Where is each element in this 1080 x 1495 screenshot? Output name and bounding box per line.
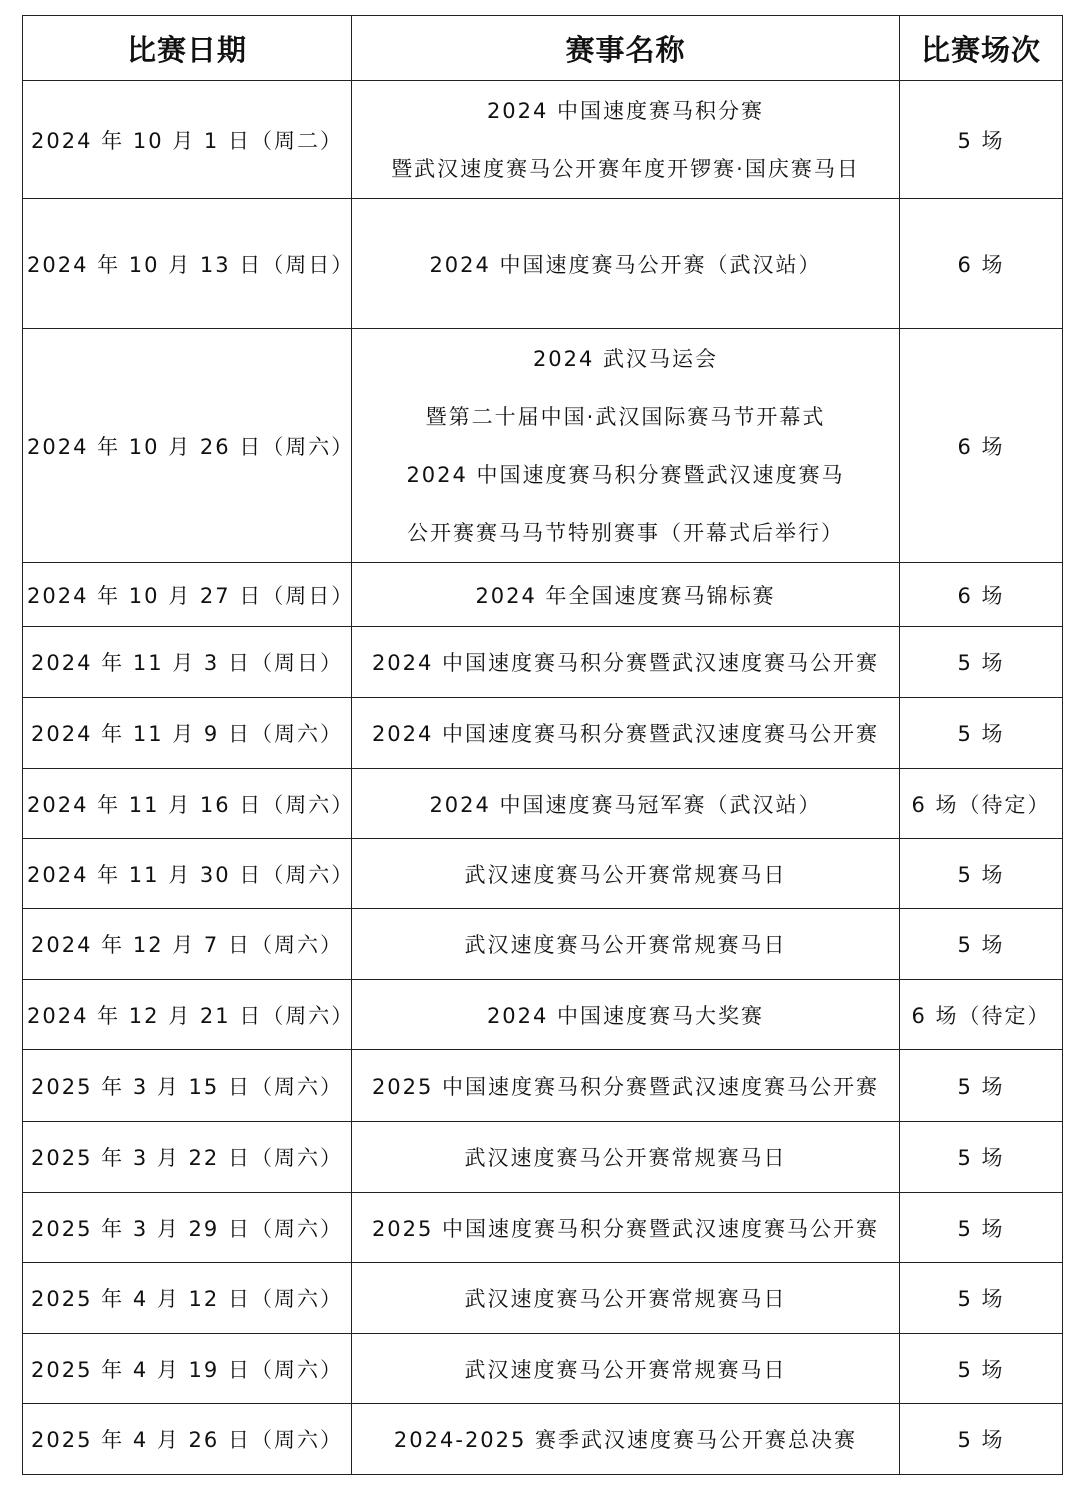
race-schedule-table	[22, 15, 1063, 1475]
race-name	[352, 1193, 900, 1263]
race-name-line: 武汉速度赛马公开赛常规赛马日	[464, 933, 787, 957]
race-count: 6 场	[900, 199, 1063, 329]
race-name-line: 2024 武汉马运会	[532, 346, 719, 371]
race-name	[352, 769, 900, 839]
race-name-line: 2024 中国速度赛马积分赛暨武汉速度赛马公开赛	[371, 722, 880, 746]
race-count: 6 场（待定）	[900, 980, 1063, 1050]
race-name-line: 暨武汉速度赛马公开赛年度开锣赛·国庆赛马日	[391, 156, 860, 181]
race-name-line: 2024 中国速度赛马积分赛暨武汉速度赛马	[406, 462, 845, 487]
race-name-line: 武汉速度赛马公开赛常规赛马日	[464, 1357, 787, 1382]
header-row	[23, 16, 1063, 81]
table-row	[23, 698, 1063, 769]
race-name-line: 暨第二十届中国·武汉国际赛马节开幕式	[425, 404, 826, 429]
race-name-line: 2024 年全国速度赛马锦标赛	[475, 583, 776, 608]
race-count: 5 场	[900, 839, 1063, 909]
race-name-line: 2024-2025 赛季武汉速度赛马公开赛总决赛	[393, 1428, 858, 1452]
table-row	[23, 1193, 1063, 1263]
race-name	[352, 199, 900, 329]
table-row	[23, 909, 1063, 980]
race-date: 2024 年 11 月 30 日（周六）	[23, 839, 352, 909]
race-count: 6 场	[900, 329, 1063, 563]
race-date: 2025 年 3 月 29 日（周六）	[23, 1193, 352, 1263]
race-name	[352, 563, 900, 627]
race-name-line: 武汉速度赛马公开赛常规赛马日	[464, 1146, 787, 1170]
race-date: 2025 年 4 月 12 日（周六）	[23, 1263, 352, 1334]
race-date: 2025 年 4 月 26 日（周六）	[23, 1404, 352, 1475]
race-count: 6 场	[900, 563, 1063, 627]
race-name-line: 2024 中国速度赛马积分赛	[486, 98, 765, 123]
race-count: 5 场	[900, 1122, 1063, 1193]
race-count: 5 场	[900, 1263, 1063, 1334]
header-date: 比赛日期	[23, 16, 352, 81]
race-name-line: 2024 中国速度赛马公开赛（武汉站）	[429, 252, 822, 277]
table-row	[23, 839, 1063, 909]
race-count: 5 场	[900, 1404, 1063, 1475]
race-date: 2024 年 10 月 26 日（周六）	[23, 329, 352, 563]
race-name	[352, 329, 900, 563]
table-body	[23, 81, 1063, 1475]
race-name	[352, 698, 900, 769]
table-row	[23, 1050, 1063, 1122]
race-count: 5 场	[900, 909, 1063, 980]
race-count: 6 场（待定）	[900, 769, 1063, 839]
race-count: 5 场	[900, 81, 1063, 199]
table-row	[23, 980, 1063, 1050]
header-name: 赛事名称	[352, 16, 900, 81]
race-name	[352, 1122, 900, 1193]
race-date: 2024 年 10 月 13 日（周日）	[23, 199, 352, 329]
race-count: 5 场	[900, 627, 1063, 698]
race-count: 5 场	[900, 1334, 1063, 1404]
header-count: 比赛场次	[900, 16, 1063, 81]
table-row	[23, 329, 1063, 563]
table-row	[23, 1334, 1063, 1404]
race-name-line: 2025 中国速度赛马积分赛暨武汉速度赛马公开赛	[371, 1216, 880, 1241]
race-name	[352, 1334, 900, 1404]
race-date: 2024 年 10 月 27 日（周日）	[23, 563, 352, 627]
table-row	[23, 769, 1063, 839]
race-date: 2025 年 3 月 22 日（周六）	[23, 1122, 352, 1193]
race-date: 2024 年 12 月 7 日（周六）	[23, 909, 352, 980]
race-date: 2024 年 10 月 1 日（周二）	[23, 81, 352, 199]
race-name	[352, 839, 900, 909]
race-name-line: 2024 中国速度赛马大奖赛	[486, 1003, 765, 1028]
race-count: 5 场	[900, 1050, 1063, 1122]
race-name	[352, 1050, 900, 1122]
race-date: 2024 年 11 月 9 日（周六）	[23, 698, 352, 769]
race-count: 5 场	[900, 698, 1063, 769]
race-name	[352, 627, 900, 698]
table-row	[23, 81, 1063, 199]
race-name-line: 公开赛赛马马节特别赛事（开幕式后举行）	[407, 520, 844, 545]
table-row	[23, 1404, 1063, 1475]
race-name	[352, 81, 900, 199]
table-row	[23, 199, 1063, 329]
race-name	[352, 1404, 900, 1475]
table-row	[23, 1122, 1063, 1193]
race-name-line: 武汉速度赛马公开赛常规赛马日	[464, 1287, 787, 1311]
race-date: 2025 年 3 月 15 日（周六）	[23, 1050, 352, 1122]
race-name	[352, 1263, 900, 1334]
table-row	[23, 627, 1063, 698]
race-date: 2024 年 12 月 21 日（周六）	[23, 980, 352, 1050]
race-count: 5 场	[900, 1193, 1063, 1263]
table-row	[23, 1263, 1063, 1334]
race-name-line: 2024 中国速度赛马积分赛暨武汉速度赛马公开赛	[371, 651, 880, 675]
race-name-line: 武汉速度赛马公开赛常规赛马日	[464, 862, 787, 887]
race-name-line: 2024 中国速度赛马冠军赛（武汉站）	[429, 792, 822, 817]
race-name	[352, 909, 900, 980]
race-date: 2024 年 11 月 3 日（周日）	[23, 627, 352, 698]
table-row	[23, 563, 1063, 627]
race-date: 2025 年 4 月 19 日（周六）	[23, 1334, 352, 1404]
race-name	[352, 980, 900, 1050]
race-name-line: 2025 中国速度赛马积分赛暨武汉速度赛马公开赛	[371, 1074, 880, 1099]
race-date: 2024 年 11 月 16 日（周六）	[23, 769, 352, 839]
